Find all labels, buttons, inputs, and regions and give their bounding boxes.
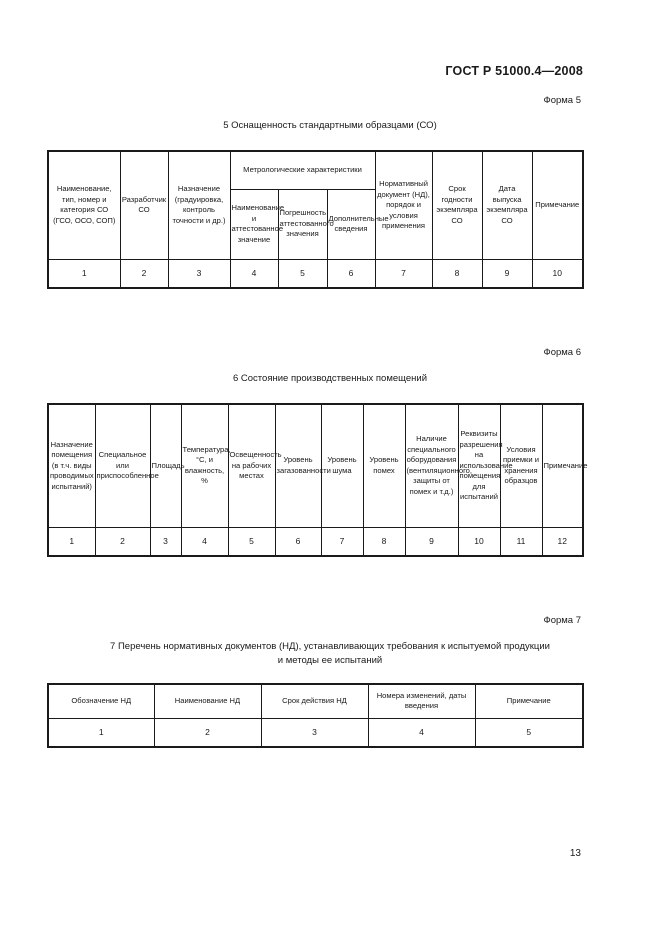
form5-col-3: Назначение (градуировка, контроль точности и др.) xyxy=(168,151,230,259)
form6-num: 3 xyxy=(150,527,181,556)
form5-num: 4 xyxy=(230,259,278,288)
document-code: ГОСТ Р 51000.4—2008 xyxy=(445,64,583,78)
page-number: 13 xyxy=(569,848,581,859)
form7-num: 4 xyxy=(368,718,475,747)
form6-num: 5 xyxy=(228,527,275,556)
form6-num: 9 xyxy=(405,527,458,556)
form6-col-3: Площадь xyxy=(150,404,181,527)
form5-num: 2 xyxy=(120,259,168,288)
form6-col-11: Условия приемки и хранения образцов xyxy=(500,404,542,527)
form7-title-line2: и методы ее испытаний xyxy=(277,655,383,666)
form6-col-8: Уровень помех xyxy=(363,404,405,527)
form6-table xyxy=(47,403,588,557)
form7-col-3: Срок действия НД xyxy=(261,684,368,718)
form5-col-9: Дата выпуска экземпляра СО xyxy=(482,151,532,259)
form5-num: 8 xyxy=(432,259,482,288)
form7-label: Форма 7 xyxy=(543,615,581,626)
form5-col-6: Дополнительные сведения xyxy=(327,189,375,259)
form7-col-4: Номера изменений, даты введения xyxy=(368,684,475,718)
form6-num: 1 xyxy=(48,527,95,556)
form5-metro-group: Метрологические характеристики xyxy=(230,151,375,189)
form5-col-10: Примечание xyxy=(532,151,583,259)
form5-num: 7 xyxy=(375,259,432,288)
form6-col-4: Температура, °С, и влажность, % xyxy=(181,404,228,527)
form6-num: 6 xyxy=(275,527,321,556)
form5-num: 3 xyxy=(168,259,230,288)
form6-num: 4 xyxy=(181,527,228,556)
form5-col-5: Погрешность аттестованного значения xyxy=(278,189,327,259)
form6-label: Форма 6 xyxy=(543,347,581,358)
form7-col-5: Примечание xyxy=(475,684,583,718)
form7-title-line1: 7 Перечень нормативных документов (НД), устанавливающих требования к испытуемой продукции xyxy=(110,641,550,652)
form5-col-7: Нормативный документ (НД), порядок и условия применения xyxy=(375,151,432,259)
form6-col-2: Специальное или приспособленное xyxy=(95,404,150,527)
form7-num: 3 xyxy=(261,718,368,747)
form5-col-4: Наименование и аттестованное значение xyxy=(230,189,278,259)
form6-num: 2 xyxy=(95,527,150,556)
form7-num: 1 xyxy=(48,718,154,747)
form6-num: 7 xyxy=(321,527,363,556)
form5-num: 1 xyxy=(48,259,120,288)
form7-col-2: Наименование НД xyxy=(154,684,261,718)
form6-col-10: Реквизиты разрешения на использование помещения для испытаний xyxy=(458,404,500,527)
form5-num: 6 xyxy=(327,259,375,288)
form7-num: 2 xyxy=(154,718,261,747)
form6-num: 8 xyxy=(363,527,405,556)
form5-col-1: Наименование, тип, номер и категория СО (ГСО, ОСО, СОП) xyxy=(48,151,120,259)
form7-col-1: Обозначение НД xyxy=(48,684,154,718)
form6-num: 12 xyxy=(542,527,583,556)
form6-col-6: Уровень загазованности xyxy=(275,404,321,527)
form5-col-2: Разработчик СО xyxy=(120,151,168,259)
form5-table xyxy=(47,150,584,289)
form6-title: 6 Состояние производственных помещений xyxy=(232,373,428,384)
form6-num: 10 xyxy=(458,527,500,556)
form6-num: 11 xyxy=(500,527,542,556)
form6-col-1: Назначение помещения (в т.ч. виды проводимых испытаний) xyxy=(48,404,95,527)
form7-table xyxy=(47,683,584,748)
form6-col-12: Примечание xyxy=(542,404,583,527)
form6-col-7: Уровень шума xyxy=(321,404,363,527)
form5-num: 9 xyxy=(482,259,532,288)
form5-num: 10 xyxy=(532,259,583,288)
form5-col-8: Срок годности экземпляра СО xyxy=(432,151,482,259)
form5-label: Форма 5 xyxy=(543,95,581,106)
form7-title xyxy=(40,640,620,668)
form7-num: 5 xyxy=(475,718,583,747)
form6-col-9: Наличие специального оборудования (вентиляционного, защиты от помех и т.д.) xyxy=(405,404,458,527)
form6-col-5: Освещенность на рабочих местах xyxy=(228,404,275,527)
form5-num: 5 xyxy=(278,259,327,288)
form5-title: 5 Оснащенность стандартными образцами (СО) xyxy=(223,120,437,131)
